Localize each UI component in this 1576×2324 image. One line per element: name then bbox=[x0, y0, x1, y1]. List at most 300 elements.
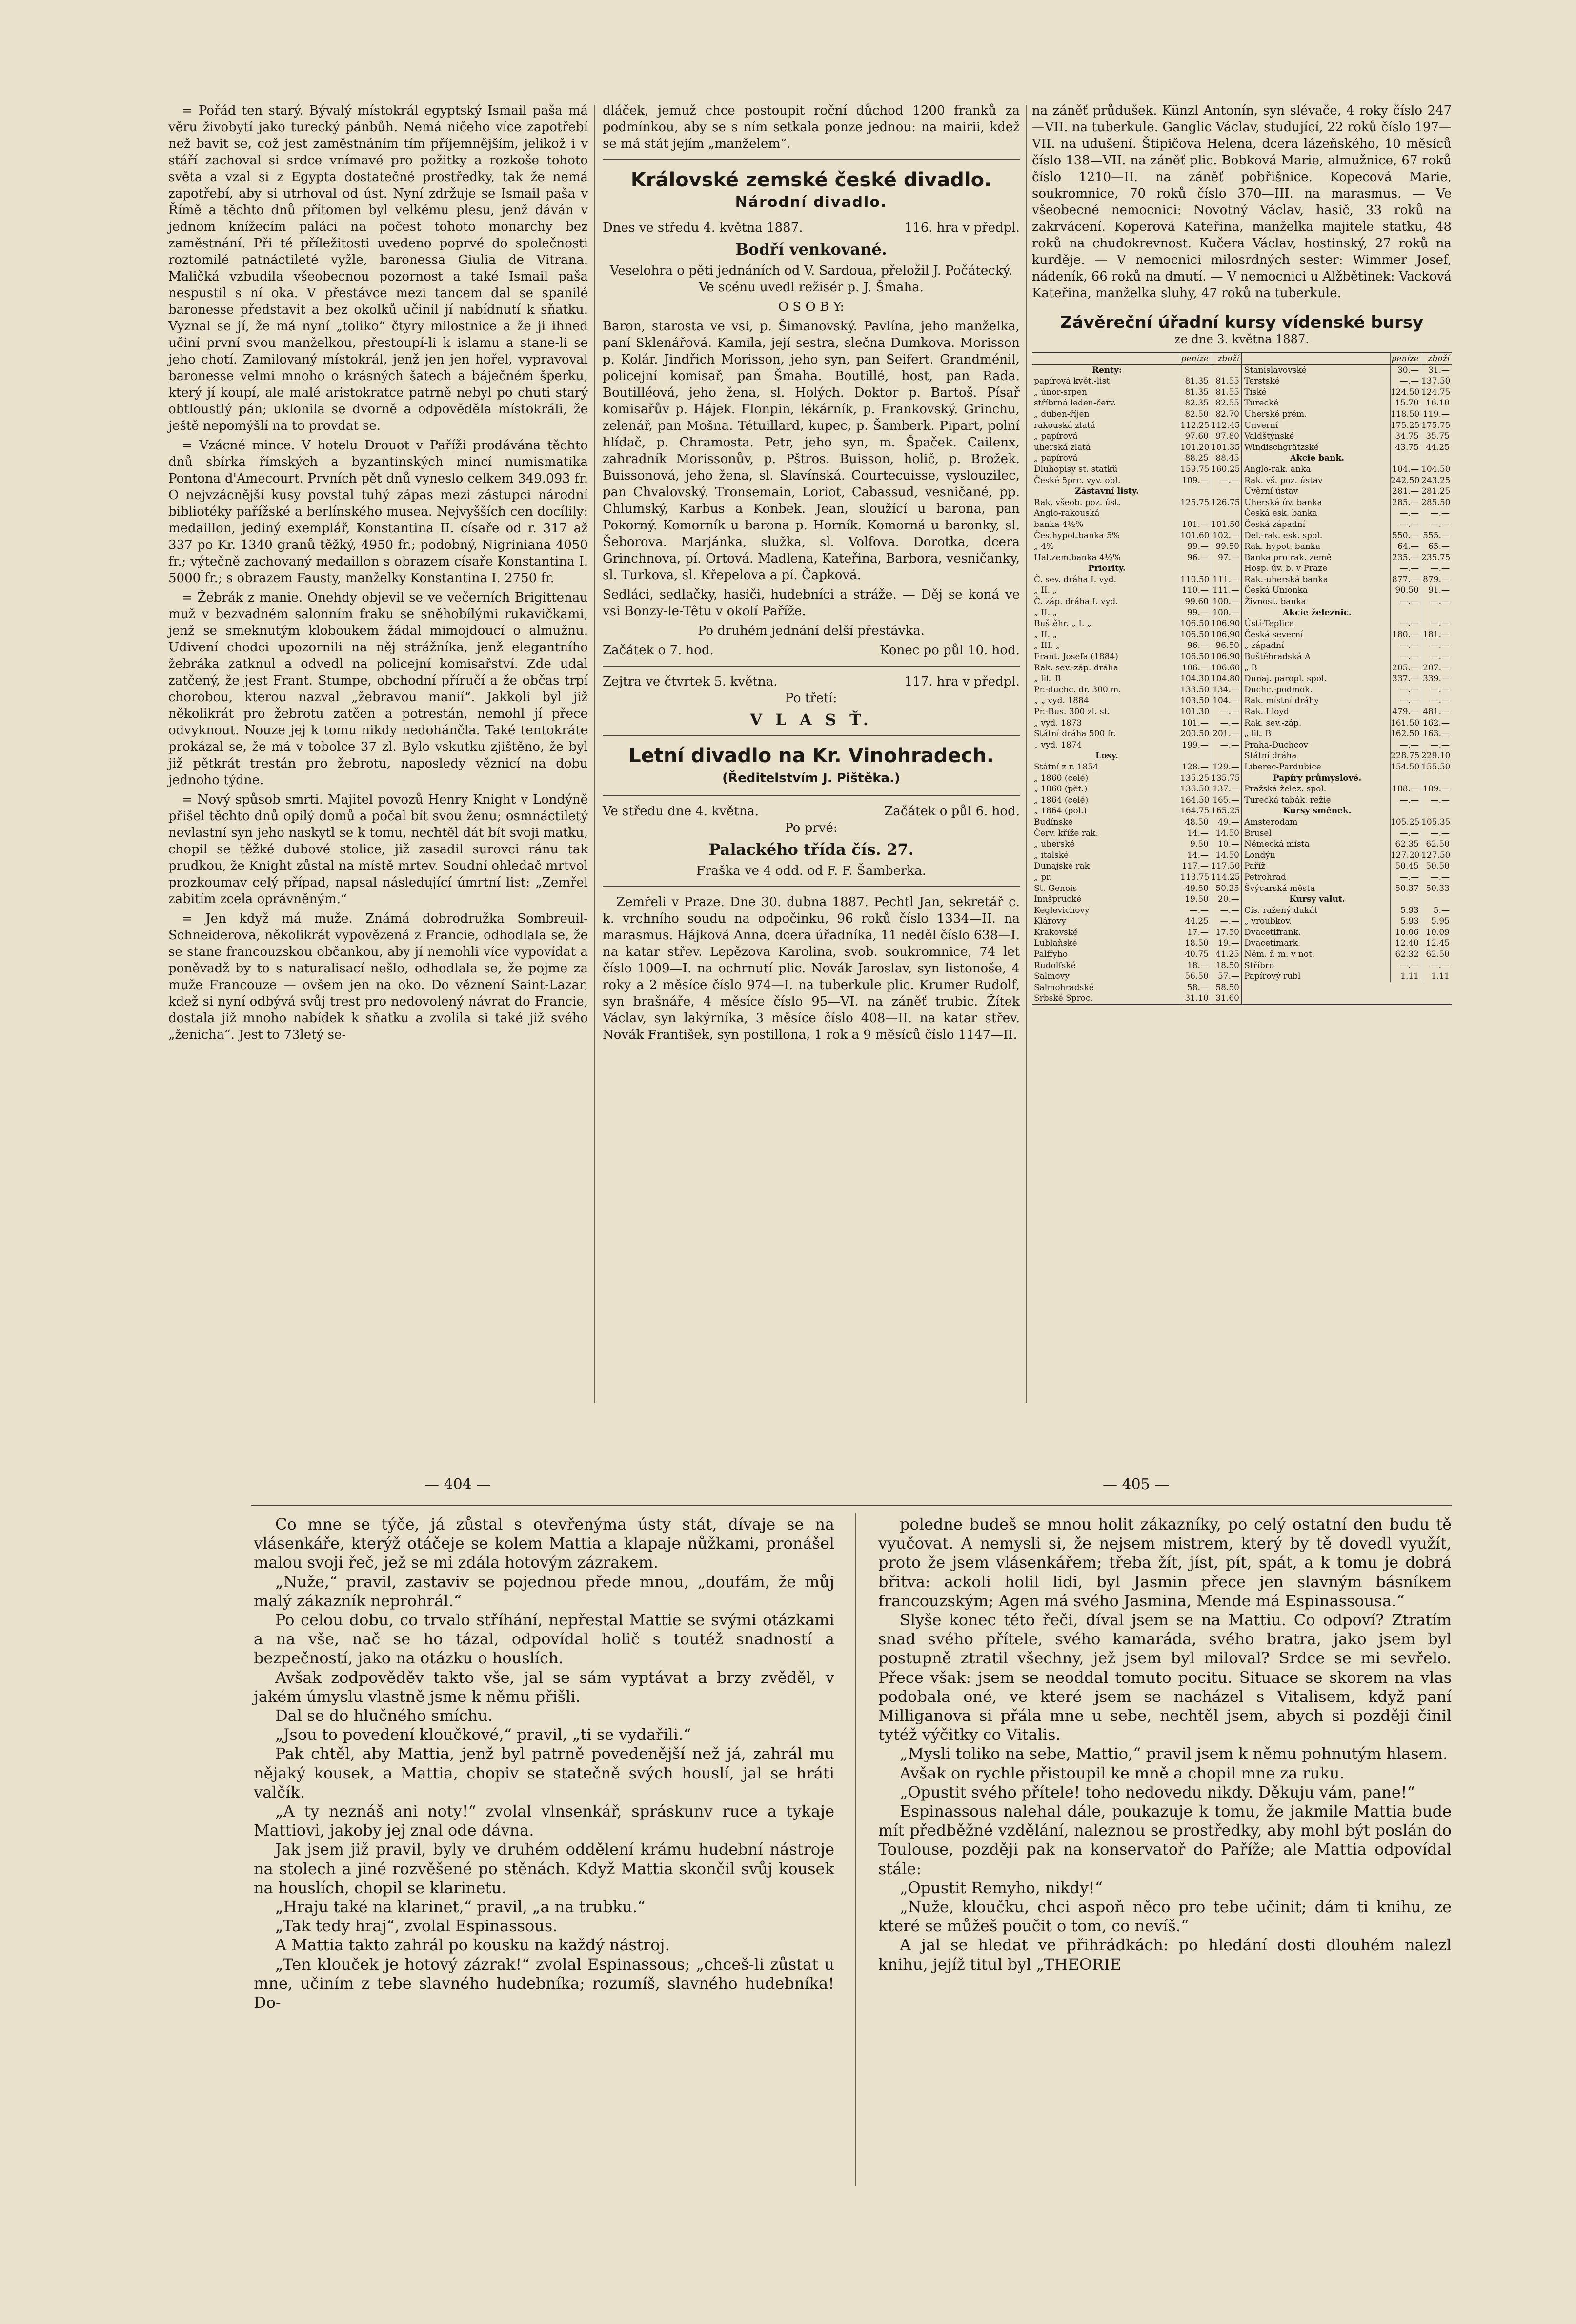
market-row bbox=[1242, 718, 1452, 729]
market-price-cash: 106.50 bbox=[1180, 651, 1211, 663]
market-price-cash: 5.93 bbox=[1390, 905, 1421, 916]
market-price-cash: —.— bbox=[1390, 640, 1421, 651]
market-security-name: Státní dráha 500 fr. bbox=[1034, 729, 1116, 739]
market-price-cash: 49.50 bbox=[1180, 883, 1211, 894]
market-price-cash bbox=[1390, 806, 1421, 817]
market-price-cash: 180.— bbox=[1390, 629, 1421, 641]
market-price-cash: —.— bbox=[1390, 872, 1421, 883]
market-row bbox=[1032, 673, 1241, 685]
market-header-goods: zboží bbox=[1421, 353, 1452, 364]
market-price-cash: 64.— bbox=[1390, 541, 1421, 552]
market-row bbox=[1242, 750, 1452, 762]
market-security-name: Unverní bbox=[1244, 420, 1278, 430]
market-row bbox=[1032, 938, 1241, 949]
novel-paragraph: „Ten klouček je hotový zázrak!“ zvolal Espinassous; „chceš-li zůstat u mne, učiním z tebe slavného hudebníka; rozumíš, slavného hudebníka! Do- bbox=[254, 1955, 834, 2012]
market-price-cash: 117.— bbox=[1180, 861, 1211, 872]
market-security-name: Rak. sev.-záp. bbox=[1244, 718, 1302, 728]
market-price-goods: 165.— bbox=[1211, 795, 1241, 806]
market-price-goods: 555.— bbox=[1421, 530, 1452, 542]
market-price-goods: 101.35 bbox=[1211, 442, 1241, 453]
market-price-cash: 14.— bbox=[1180, 828, 1211, 839]
times-line bbox=[603, 642, 1020, 659]
market-security-name: Stanislavovské bbox=[1244, 365, 1307, 375]
market-security-name: Praha-Duchcov bbox=[1244, 740, 1308, 750]
news-item: = Žebrák z manie. Onehdy objevil se ve večerních Brigittenau muž v bezvadném salonním fraku se sněhobílými rukavičkami, jenž se smeknutým kloboukem žádal mimojdoucí o almužnu. Udivení chodci upozornili na něj strážníka, jenž elegantního žebráka zatknul a odvedl na policejní komisařství. Zde udal zatčený, že jest Frant. Stumpe, obchodní příručí a že občas trpí chorobou, kterou nazval „žebravou manií“. Jakkoli byl již několikrát pro žebrotu zatčen a potrestán, nemohl jí přece odvyknout. Nouze jej k tomu nikdy nedohánčla. Také tentokráte prokázal se, že má v tobolce 37 zl. Bylo vskutku zjištěno, že byl již pětkrát trestán pro žebrotu, naposledy věznicí na dobu jednoho týdne. bbox=[168, 590, 588, 788]
market-row bbox=[1242, 629, 1452, 641]
market-row bbox=[1242, 398, 1452, 409]
market-price-cash: 205.— bbox=[1390, 663, 1421, 674]
market-security-name: České 5prc. vyv. obl. bbox=[1034, 475, 1121, 485]
market-security-name: Hosp. úv. b. v Praze bbox=[1244, 564, 1328, 574]
market-security-name: „ „ vyd. 1884 bbox=[1034, 696, 1089, 706]
market-row bbox=[1242, 872, 1452, 883]
market-security-name: Papírový rubl bbox=[1244, 971, 1301, 982]
performance-line bbox=[603, 803, 1020, 820]
market-price-cash bbox=[1180, 365, 1211, 376]
market-price-goods: —.— bbox=[1421, 795, 1452, 806]
market-row bbox=[1242, 618, 1452, 629]
cast-heading: O S O B Y: bbox=[778, 300, 845, 314]
market-price-goods: 162.— bbox=[1421, 718, 1452, 729]
page-number-right: — 405 — bbox=[1103, 1476, 1170, 1493]
performance-date: Zejtra ve čtvrtek 5. května. bbox=[603, 674, 778, 689]
market-price-goods: 31.— bbox=[1421, 365, 1452, 376]
performance-number: 116. hra v předpl. bbox=[904, 221, 1020, 235]
market-price-goods: —.— bbox=[1421, 872, 1452, 883]
market-price-cash: 112.25 bbox=[1180, 420, 1211, 431]
market-security-name: uherská zlatá bbox=[1034, 442, 1091, 452]
market-price-goods: 163.— bbox=[1421, 728, 1452, 740]
market-security-name: Červ. kříže rak. bbox=[1034, 828, 1098, 838]
market-row bbox=[1242, 552, 1452, 564]
market-price-cash: 18.— bbox=[1180, 960, 1211, 971]
market-price-cash: 133.50 bbox=[1180, 685, 1211, 696]
market-security-name: Rak. Lloyd bbox=[1244, 707, 1289, 717]
market-row bbox=[1032, 872, 1241, 883]
market-price-cash bbox=[1390, 607, 1421, 619]
market-price-goods bbox=[1211, 508, 1241, 519]
column-news-left bbox=[168, 102, 588, 1046]
market-security-name: „ lit. B bbox=[1034, 674, 1061, 684]
market-row bbox=[1032, 541, 1241, 552]
market-row bbox=[1242, 574, 1452, 586]
deaths-notice: Zemřeli v Praze. Dne 30. dubna 1887. Pechtl Jan, sekretář c. k. vrchního soudu na odpočinku, 96 roků číslo 1334—II. na marasmus. Hájková Anna, dcera úřadníka, 11 neděl číslo 638—I. na katar střev. Lepězova Karolina, svob. soukromnice, 74 let číslo 1009—I. na ochrnutí plic. Novák Jaroslav, syn listonoše, 4 roky a 2 měsíce číslo 974—I. na tuberkule plic. Krumer Rudolf, syn brašnáře, 4 měsíce číslo 95—VI. na záněť trubic. Žítek Václav, syn lakýrníka, 3 měsíce číslo 408—II. na katar střev. Novák František, syn postillona, 1 rok a 9 měsíců číslo 1147—II. bbox=[603, 895, 1020, 1042]
market-row bbox=[1242, 596, 1452, 607]
market-title: Závěreční úřadní kursy vídenské bursy bbox=[1060, 313, 1424, 332]
market-security-name: Pr.-duchc. dr. 300 m. bbox=[1034, 685, 1121, 695]
market-security-name: Rak.-uherská banka bbox=[1244, 574, 1328, 585]
market-price-cash: 235.— bbox=[1390, 552, 1421, 564]
market-price-goods: 117.50 bbox=[1211, 861, 1241, 872]
market-row bbox=[1242, 475, 1452, 486]
market-row bbox=[1032, 927, 1241, 938]
market-security-name: Švýcarská města bbox=[1244, 883, 1315, 893]
market-price-cash: 154.50 bbox=[1390, 762, 1421, 773]
market-price-cash: 164.75 bbox=[1180, 806, 1211, 817]
market-price-cash: 99.60 bbox=[1180, 596, 1211, 607]
market-price-goods: 82.70 bbox=[1211, 409, 1241, 420]
market-row bbox=[1032, 651, 1241, 663]
performance-prefix: Po prvé: bbox=[785, 821, 838, 835]
performance-prefix: Po třetí: bbox=[785, 691, 837, 706]
market-price-cash: 113.75 bbox=[1180, 872, 1211, 883]
market-security-name: Petrohrad bbox=[1244, 872, 1287, 882]
market-price-goods: 104.50 bbox=[1421, 464, 1452, 475]
market-price-goods: 19.— bbox=[1211, 938, 1241, 949]
market-security-name: „ B bbox=[1244, 663, 1257, 673]
market-price-goods: 135.75 bbox=[1211, 773, 1241, 784]
market-price-cash: 48.50 bbox=[1180, 817, 1211, 828]
market-row bbox=[1032, 552, 1241, 564]
market-price-goods: 44.25 bbox=[1421, 442, 1452, 453]
theatre-heading: Královské zemské české divadlo. bbox=[630, 169, 992, 191]
market-price-goods: 99.50 bbox=[1211, 541, 1241, 552]
market-row bbox=[1242, 464, 1452, 475]
performance-date: Ve středu dne 4. května. bbox=[603, 804, 759, 819]
market-price-cash: 106.50 bbox=[1180, 629, 1211, 641]
market-price-goods: 160.25 bbox=[1211, 464, 1241, 475]
market-price-cash: 104.— bbox=[1390, 464, 1421, 475]
divider bbox=[603, 735, 1020, 736]
market-security-name: Turecké bbox=[1244, 398, 1279, 408]
market-security-name: Dvacetimark. bbox=[1244, 938, 1301, 949]
market-price-cash: 88.25 bbox=[1180, 453, 1211, 464]
market-price-goods: 50.50 bbox=[1421, 861, 1452, 872]
market-security-name: stříbrná leden-červ. bbox=[1034, 398, 1116, 408]
market-row bbox=[1032, 861, 1241, 872]
market-price-goods: —.— bbox=[1211, 707, 1241, 718]
market-security-name: „ lit. B bbox=[1244, 729, 1272, 739]
market-row bbox=[1032, 607, 1241, 619]
market-security-name: Priority. bbox=[1088, 564, 1126, 574]
market-security-name: Rudolfské bbox=[1034, 960, 1076, 970]
market-row bbox=[1032, 464, 1241, 475]
market-row bbox=[1032, 828, 1241, 839]
market-price-goods: 50.33 bbox=[1421, 883, 1452, 894]
market-security-name: „ duben-říjen bbox=[1034, 409, 1090, 419]
market-price-goods: 35.75 bbox=[1421, 431, 1452, 442]
market-security-name: Rak. sev.-záp. dráha bbox=[1034, 663, 1118, 673]
novel-paragraph: „Opustit Remyho, nikdy!“ bbox=[900, 1878, 1103, 1897]
market-price-goods: —.— bbox=[1421, 651, 1452, 663]
market-header-goods: zboží bbox=[1211, 353, 1241, 364]
market-price-goods: 62.50 bbox=[1421, 949, 1452, 960]
start-time: Začátek o půl 6. hod. bbox=[884, 804, 1020, 819]
cast-extras: Sedláci, sedlačky, hasiči, hudebníci a stráže. — Děj se koná ve vsi Bonzy-le-Têtu v okolí Paříže. bbox=[603, 587, 1020, 619]
market-group-heading bbox=[1032, 365, 1241, 376]
novel-text-right bbox=[878, 1515, 1452, 1974]
play-title: V L A S Ť. bbox=[750, 710, 872, 729]
market-price-cash: 40.75 bbox=[1180, 949, 1211, 960]
market-security-name: „ 1864 (pol.) bbox=[1034, 806, 1087, 816]
market-security-name: Terstské bbox=[1244, 376, 1280, 386]
market-price-goods: 106.60 bbox=[1211, 663, 1241, 674]
column-divider bbox=[855, 1513, 856, 2186]
intermission-note: Po druhém jednání delší přestávka. bbox=[697, 624, 925, 638]
market-security-name: Srbské Sproc. bbox=[1034, 993, 1093, 1004]
market-price-goods bbox=[1211, 365, 1241, 376]
market-price-cash: 162.50 bbox=[1390, 728, 1421, 740]
market-price-cash bbox=[1180, 750, 1211, 762]
market-security-name: Dunajské rak. bbox=[1034, 861, 1092, 871]
market-price-cash: 58.— bbox=[1180, 982, 1211, 993]
market-price-cash: 62.32 bbox=[1390, 949, 1421, 960]
market-price-goods: 137.50 bbox=[1421, 376, 1452, 387]
theatre-subheading: (Ředitelstvím J. Pištěka.) bbox=[722, 771, 900, 786]
market-row bbox=[1242, 640, 1452, 651]
market-security-name: Rak. všeob. poz. úst. bbox=[1034, 497, 1121, 507]
market-price-goods: —.— bbox=[1421, 960, 1452, 971]
market-price-goods: 65.— bbox=[1421, 541, 1452, 552]
market-price-goods: 119.— bbox=[1421, 409, 1452, 420]
market-price-goods: 97.80 bbox=[1211, 431, 1241, 442]
market-security-name: Frant. Josefa (1884) bbox=[1034, 652, 1118, 662]
start-time: Začátek o 7. hod. bbox=[603, 643, 714, 658]
market-price-goods: 127.50 bbox=[1421, 850, 1452, 861]
market-price-cash bbox=[1390, 894, 1421, 905]
column-deaths-market bbox=[1032, 102, 1452, 1005]
market-price-goods bbox=[1421, 806, 1452, 817]
market-price-cash: —.— bbox=[1390, 685, 1421, 696]
market-group-heading bbox=[1032, 486, 1241, 497]
market-security-name: „ III. „ bbox=[1034, 641, 1060, 651]
novel-text-left bbox=[254, 1515, 834, 2012]
market-row bbox=[1242, 563, 1452, 574]
market-security-name: Keglevichovy bbox=[1034, 905, 1090, 915]
market-row bbox=[1242, 971, 1452, 982]
market-security-name: Státní dráha bbox=[1244, 751, 1297, 761]
market-row bbox=[1242, 651, 1452, 663]
market-security-name: Rak. vš. poz. ústav bbox=[1244, 475, 1323, 485]
market-price-goods: 111.— bbox=[1211, 574, 1241, 586]
market-price-goods: 10.— bbox=[1211, 839, 1241, 850]
market-row bbox=[1032, 949, 1241, 960]
market-price-cash: 50.45 bbox=[1390, 861, 1421, 872]
market-row bbox=[1242, 784, 1452, 795]
market-security-name: Buštěhradská A bbox=[1244, 652, 1311, 662]
market-row bbox=[1242, 387, 1452, 398]
cast-list: Baron, starosta ve vsi, p. Šimanovský. Pavlína, jeho manželka, paní Sklenářová. Kamila, její sestra, slečna Dumkova. Morisson p. Kolár. Jindřich Morisson, jeho syn, pan Seifert. Grandménil, policejní komisař, pan Šmaha. Boutillé, host, pan Rada. Boutilléová, jeho žena, sl. Holých. Doktor p. Bartoš. Písař komisařův p. Hájek. Flonpin, lékárník, p. Frankovský. Grinchu, zelenář, pan Mošna. Tétuillard, kupec, p. Šamberk. Pipart, polní hlídač, p. Chramosta. Petr, jeho syn, m. Špaček. Cailenx, zahradník Morissonův, p. Pštros. Buisson, holič, p. Brožek. Buissonová, jeho žena, sl. Slavínská. Courtecuisse, vyslouzilec, pan Chvalovský. Tronsemain, Loriot, Cabassud, vesničané, pp. Chlumský, Karbus a Konbek. Jean, sloužící u barona, pan Pokorný. Komorník u barona p. Horník. Komorná u baronky, sl. Šeborova. Marjánka, služka, sl. Volfova. Dorotka, dcera Grinchnova, pí. Ortová. Madlena, Kateřina, Barbora, vesničanky, sl. Turkova, sl. Křepelova a pí. Čapková. bbox=[603, 319, 1020, 583]
market-price-goods: 49.— bbox=[1211, 817, 1241, 828]
market-security-name: rakouská zlatá bbox=[1034, 420, 1095, 430]
market-price-goods: 114.25 bbox=[1211, 872, 1241, 883]
market-price-goods: 165.25 bbox=[1211, 806, 1241, 817]
novel-paragraph: „A ty neznáš ani noty!“ zvolal vlnsenkář, spráskunv ruce a tykaje Mattiovi, jakoby jej znal ode dávna. bbox=[254, 1802, 834, 1840]
market-row bbox=[1242, 883, 1452, 894]
market-security-name: Německá místa bbox=[1244, 839, 1310, 849]
market-security-name: Kursy valut. bbox=[1289, 894, 1345, 905]
market-price-goods: 104.80 bbox=[1211, 673, 1241, 685]
market-row bbox=[1242, 431, 1452, 442]
market-row bbox=[1032, 497, 1241, 508]
market-price-goods bbox=[1211, 563, 1241, 574]
market-price-goods: —.— bbox=[1421, 685, 1452, 696]
market-price-cash: 15.70 bbox=[1390, 398, 1421, 409]
market-security-name: „ II. „ bbox=[1034, 586, 1057, 596]
market-price-cash: 1.11 bbox=[1390, 971, 1421, 982]
market-price-cash: 136.50 bbox=[1180, 784, 1211, 795]
market-price-cash: 337.— bbox=[1390, 673, 1421, 685]
novel-paragraph: Jak jsem již pravil, byly ve druhém oddělení krámu hudební nástroje na stolech a jiné rozvěšené po stěnách. Když Mattia skončil svůj kousek na houslích, chopil se klarinetu. bbox=[254, 1840, 834, 1897]
market-header-row bbox=[1242, 353, 1452, 365]
market-price-goods: 102.— bbox=[1211, 530, 1241, 542]
market-price-cash: 5.93 bbox=[1390, 916, 1421, 927]
market-security-name: „ II. „ bbox=[1034, 629, 1057, 640]
market-price-cash: 128.— bbox=[1180, 762, 1211, 773]
market-price-goods: 100.— bbox=[1211, 607, 1241, 619]
market-row bbox=[1032, 762, 1241, 773]
market-price-goods: 97.— bbox=[1211, 552, 1241, 564]
market-price-goods: 88.45 bbox=[1211, 453, 1241, 464]
market-price-cash: 550.— bbox=[1390, 530, 1421, 542]
market-price-goods bbox=[1211, 486, 1241, 497]
market-row bbox=[1032, 707, 1241, 718]
market-price-goods: 58.50 bbox=[1211, 982, 1241, 993]
market-price-cash: 175.25 bbox=[1390, 420, 1421, 431]
market-row bbox=[1242, 486, 1452, 497]
novel-paragraph: poledne budeš se mnou holit zákazníky, po celý ostatní den budu tě vyučovat. A nemysli si, že nejsem mistrem, který by tě dovedl využít, proto že jsem vlásenkářem; třeba žít, jíst, pít, spát, a k tomu je dobrá břitva: ackoli holil lidi, byl Jasmin přece jen slavným básníkem francouzským; Agen má svého Jasmina, Mende má Espinassousa.“ bbox=[878, 1515, 1452, 1610]
market-price-cash: 200.50 bbox=[1180, 728, 1211, 740]
market-row bbox=[1032, 740, 1241, 751]
market-price-goods: 285.50 bbox=[1421, 497, 1452, 508]
market-price-goods: —.— bbox=[1211, 905, 1241, 916]
market-price-cash: —.— bbox=[1390, 519, 1421, 530]
market-row bbox=[1032, 883, 1241, 894]
market-security-name: Budínské bbox=[1034, 817, 1073, 827]
market-row bbox=[1032, 442, 1241, 453]
market-row bbox=[1242, 420, 1452, 431]
market-price-goods: 12.45 bbox=[1421, 938, 1452, 949]
market-price-cash: 30.— bbox=[1390, 365, 1421, 376]
market-row bbox=[1032, 839, 1241, 850]
market-price-goods: 62.50 bbox=[1421, 839, 1452, 850]
market-security-name: Paříž bbox=[1244, 861, 1266, 871]
market-price-cash: 44.25 bbox=[1180, 916, 1211, 927]
market-price-goods: —.— bbox=[1421, 596, 1452, 607]
market-security-name: Státní z r. 1854 bbox=[1034, 762, 1098, 772]
market-price-cash bbox=[1390, 773, 1421, 784]
market-price-cash bbox=[1180, 486, 1211, 497]
market-price-cash: 99.— bbox=[1180, 541, 1211, 552]
market-price-cash: 105.25 bbox=[1390, 817, 1421, 828]
novel-paragraph: Avšak on rychle přistoupil ke mně a chopil mne za ruku. bbox=[900, 1763, 1345, 1782]
market-price-cash: —.— bbox=[1390, 695, 1421, 707]
market-price-cash: 19.50 bbox=[1180, 894, 1211, 905]
market-price-goods: 82.55 bbox=[1211, 398, 1241, 409]
market-price-cash: 161.50 bbox=[1390, 718, 1421, 729]
divider bbox=[603, 795, 1020, 796]
market-header-cash: peníze bbox=[1180, 353, 1211, 364]
market-security-name: Banka pro rak. země bbox=[1244, 552, 1332, 563]
market-security-name: Turecká tabák. režie bbox=[1244, 795, 1331, 805]
market-price-goods: 14.50 bbox=[1211, 850, 1241, 861]
market-security-name: Kursy směnek. bbox=[1283, 806, 1352, 816]
market-security-name: Buštěhr. „ I. „ bbox=[1034, 619, 1091, 629]
market-row bbox=[1032, 663, 1241, 674]
market-price-cash: —.— bbox=[1180, 905, 1211, 916]
market-row bbox=[1242, 839, 1452, 850]
market-price-cash: 106.50 bbox=[1180, 618, 1211, 629]
market-price-cash: 135.25 bbox=[1180, 773, 1211, 784]
play-description: Veselohra o pěti jednáních od V. Sardoua, přeložil J. Počátecký. Ve scénu uvedl režisér p. J. Šmaha. bbox=[609, 263, 1013, 295]
market-row bbox=[1032, 817, 1241, 828]
market-row bbox=[1242, 828, 1452, 839]
market-row bbox=[1032, 806, 1241, 817]
market-price-cash: —.— bbox=[1390, 376, 1421, 387]
market-price-cash: 125.75 bbox=[1180, 497, 1211, 508]
market-price-cash: 188.— bbox=[1390, 784, 1421, 795]
market-price-goods bbox=[1421, 607, 1452, 619]
market-row bbox=[1242, 817, 1452, 828]
market-group-heading bbox=[1242, 773, 1452, 784]
market-price-goods: 101.50 bbox=[1211, 519, 1241, 530]
market-price-goods: —.— bbox=[1211, 916, 1241, 927]
market-security-name: „ italské bbox=[1034, 850, 1069, 860]
market-security-name: Liberec-Pardubice bbox=[1244, 762, 1321, 772]
market-price-cash: —.— bbox=[1390, 508, 1421, 519]
market-row bbox=[1242, 938, 1452, 949]
market-security-name: Papíry průmyslové. bbox=[1273, 773, 1362, 783]
market-security-name: Rak. místní dráhy bbox=[1244, 696, 1319, 706]
market-price-cash: —.— bbox=[1390, 596, 1421, 607]
market-price-cash: 14.— bbox=[1180, 850, 1211, 861]
novel-paragraph: „Jsou to povedení kloučkové,“ pravil, „ti se vydařili.“ bbox=[275, 1725, 691, 1744]
market-security-name: Úvěrní ústav bbox=[1244, 486, 1298, 497]
market-group-heading bbox=[1032, 563, 1241, 574]
market-table-left bbox=[1032, 353, 1242, 1004]
market-price-goods: 14.50 bbox=[1211, 828, 1241, 839]
market-security-name: Česká Unionka bbox=[1244, 586, 1308, 596]
market-security-name: Klárovy bbox=[1034, 916, 1066, 927]
market-row bbox=[1032, 784, 1241, 795]
market-security-name: Něm. ř. m. v not. bbox=[1244, 950, 1315, 960]
market-price-goods: 104.— bbox=[1211, 695, 1241, 707]
market-price-goods: 235.75 bbox=[1421, 552, 1452, 564]
market-price-goods: —.— bbox=[1211, 740, 1241, 751]
market-group-heading bbox=[1242, 894, 1452, 905]
market-row bbox=[1242, 728, 1452, 740]
market-row bbox=[1242, 663, 1452, 674]
market-price-cash: —.— bbox=[1390, 651, 1421, 663]
market-price-cash: 281.— bbox=[1390, 486, 1421, 497]
market-price-cash: 103.50 bbox=[1180, 695, 1211, 707]
market-row bbox=[1032, 894, 1241, 905]
market-security-name: „ 4% bbox=[1034, 542, 1054, 552]
market-price-goods: 81.55 bbox=[1211, 387, 1241, 398]
market-price-goods bbox=[1421, 453, 1452, 464]
market-price-goods: 106.90 bbox=[1211, 629, 1241, 641]
market-price-cash: 31.10 bbox=[1180, 993, 1211, 1004]
market-security-name: Brusel bbox=[1244, 828, 1272, 838]
market-row bbox=[1032, 431, 1241, 442]
market-row bbox=[1242, 927, 1452, 938]
market-security-name: banka 4½% bbox=[1034, 519, 1084, 529]
market-row bbox=[1242, 497, 1452, 508]
market-security-name: „ 1864 (celé) bbox=[1034, 795, 1089, 805]
market-price-cash: 12.40 bbox=[1390, 938, 1421, 949]
market-price-goods bbox=[1211, 750, 1241, 762]
market-row bbox=[1032, 916, 1241, 927]
market-row bbox=[1032, 398, 1241, 409]
market-price-cash: 62.35 bbox=[1390, 839, 1421, 850]
market-security-name: Lublaňské bbox=[1034, 938, 1077, 949]
novel-paragraph: Dal se do hlučného smíchu. bbox=[275, 1706, 493, 1725]
market-price-cash: 101.20 bbox=[1180, 442, 1211, 453]
market-security-name: Uherské prém. bbox=[1244, 409, 1307, 419]
market-row bbox=[1242, 541, 1452, 552]
novel-paragraph: „Opustit svého přítele! toho nedovedu nikdy. Děkuju vám, pane!“ bbox=[900, 1782, 1415, 1801]
market-price-cash: 99.— bbox=[1180, 607, 1211, 619]
